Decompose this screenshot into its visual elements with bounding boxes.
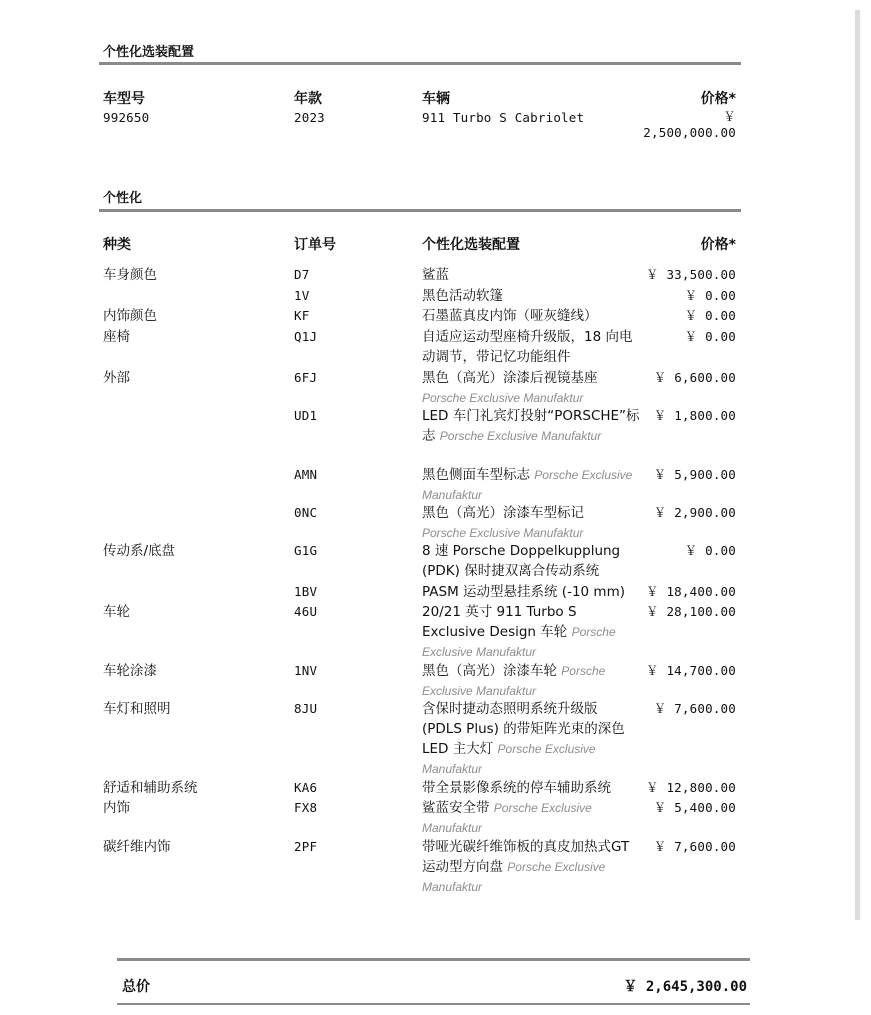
- row-option: LED 车门礼宾灯投射“PORSCHE”标志 Porsche Exclusive Manufaktur: [422, 408, 640, 444]
- model-code: 992650: [103, 110, 150, 125]
- row-option: 石墨蓝真皮内饰（哑灰缝线）: [422, 308, 598, 324]
- row-option: 自适应运动型座椅升级版，18 向电动调节，带记忆功能组件: [422, 329, 633, 365]
- col-header-vehicle: 车辆: [422, 91, 450, 107]
- section-title-personalization: 个性化: [103, 191, 143, 206]
- divider: [117, 1003, 750, 1005]
- col-header-year: 年款: [294, 91, 322, 107]
- row-option: PASM 运动型悬挂系统 (-10 mm): [422, 584, 625, 600]
- row-code: 0NC: [294, 505, 318, 520]
- row-price: ￥ 2,900.00: [653, 505, 736, 520]
- row-price: ￥ 33,500.00: [646, 267, 736, 282]
- total-band: [117, 958, 750, 1007]
- row-price: ￥ 5,400.00: [653, 800, 736, 815]
- col-header-model: 车型号: [103, 91, 145, 107]
- section-title-options: 个性化选装配置: [103, 45, 195, 60]
- row-category: 内饰: [103, 800, 130, 816]
- row-option: 黑色（高光）涂漆后视镜基座 Porsche Exclusive Manufaktur: [422, 370, 598, 405]
- row-option: 鲨蓝: [422, 267, 449, 283]
- row-code: KF: [294, 308, 310, 323]
- vehicle-name: 911 Turbo S Cabriolet: [422, 110, 585, 125]
- divider: [117, 958, 750, 961]
- row-price: ￥ 12,800.00: [646, 780, 736, 795]
- total-value: ￥ 2,645,300.00: [623, 979, 747, 995]
- col-header-order: 订单号: [294, 237, 336, 253]
- row-code: D7: [294, 267, 310, 282]
- row-price: ￥ 0.00: [684, 543, 736, 558]
- manufaktur-note: Porsche Exclusive Manufaktur: [422, 801, 592, 835]
- col-header-price: 价格*: [700, 237, 736, 253]
- manufaktur-note: Porsche Exclusive Manufaktur: [439, 429, 602, 443]
- row-category: 舒适和辅助系统: [103, 780, 198, 796]
- row-option: 黑色（高光）涂漆车型标记 Porsche Exclusive Manufaktur: [422, 505, 584, 540]
- row-code: 8JU: [294, 701, 318, 716]
- divider: [99, 209, 741, 212]
- row-price: ￥ 18,400.00: [646, 584, 736, 599]
- row-price: ￥ 7,600.00: [653, 701, 736, 716]
- row-code: FX8: [294, 800, 318, 815]
- row-price: ￥ 0.00: [684, 308, 736, 323]
- row-option: 鲨蓝安全带 Porsche Exclusive Manufaktur: [422, 800, 592, 835]
- manufaktur-note: Porsche Exclusive Manufaktur: [422, 468, 633, 502]
- manufaktur-note: Porsche Exclusive Manufaktur: [422, 625, 616, 659]
- row-option: 黑色（高光）涂漆车轮 Porsche Exclusive Manufaktur: [422, 663, 606, 698]
- manufaktur-note: Porsche Exclusive Manufaktur: [422, 664, 606, 698]
- row-category: 外部: [103, 370, 130, 386]
- row-option: 8 速 Porsche Doppelkupplung (PDK) 保时捷双离合传动系统: [422, 543, 621, 579]
- row-category: 传动系/底盘: [103, 543, 176, 559]
- row-category: 内饰颜色: [103, 308, 157, 324]
- row-price: ￥ 0.00: [684, 288, 736, 303]
- row-code: UD1: [294, 408, 318, 423]
- row-price: ￥ 0.00: [684, 329, 736, 344]
- manufaktur-note: Porsche Exclusive Manufaktur: [422, 391, 584, 405]
- row-code: Q1J: [294, 329, 318, 344]
- row-option: 20/21 英寸 911 Turbo S Exclusive Design 车轮 Porsche Exclusive Manufaktur: [422, 604, 616, 659]
- row-code: KA6: [294, 780, 318, 795]
- row-price: ￥ 14,700.00: [646, 663, 736, 678]
- row-price: ￥ 28,100.00: [646, 604, 736, 619]
- col-header-option: 个性化选装配置: [422, 237, 520, 253]
- scrollbar-track[interactable]: [855, 10, 860, 920]
- row-option: 带哑光碳纤维饰板的真皮加热式GT 运动型方向盘 Porsche Exclusive Manufaktur: [422, 839, 630, 894]
- currency-symbol: ￥: [723, 109, 736, 124]
- row-category: 车身颜色: [103, 267, 157, 283]
- row-category: 座椅: [103, 329, 130, 345]
- row-category: 车轮涂漆: [103, 663, 157, 679]
- manufaktur-note: Porsche Exclusive Manufaktur: [422, 860, 606, 894]
- row-category: 车灯和照明: [103, 701, 171, 717]
- row-code: AMN: [294, 467, 318, 482]
- row-category: 车轮: [103, 604, 130, 620]
- total-label: 总价: [122, 979, 150, 995]
- manufaktur-note: Porsche Exclusive Manufaktur: [422, 742, 596, 776]
- row-option: 黑色侧面车型标志 Porsche Exclusive Manufaktur: [422, 467, 633, 502]
- row-code: 46U: [294, 604, 318, 619]
- col-header-category: 种类: [103, 237, 131, 253]
- row-code: 6FJ: [294, 370, 318, 385]
- row-price: ￥ 7,600.00: [653, 839, 736, 854]
- row-option: 带全景影像系统的停车辅助系统: [422, 780, 611, 796]
- row-price: ￥ 6,600.00: [653, 370, 736, 385]
- row-code: 1NV: [294, 663, 318, 678]
- row-code: 1V: [294, 288, 310, 303]
- row-code: 1BV: [294, 584, 318, 599]
- manufaktur-note: Porsche Exclusive Manufaktur: [422, 526, 584, 540]
- col-header-price: 价格*: [700, 91, 736, 107]
- row-option: 黑色活动软篷: [422, 288, 503, 304]
- row-price: ￥ 5,900.00: [653, 467, 736, 482]
- divider: [99, 62, 741, 65]
- row-category: 碳纤维内饰: [103, 839, 171, 855]
- row-option: 含保时捷动态照明系统升级版 (PDLS Plus) 的带矩阵光束的深色 LED 主大灯 Porsche Exclusive Manufaktur: [422, 701, 625, 776]
- row-price: ￥ 1,800.00: [653, 408, 736, 423]
- base-price: 2,500,000.00: [643, 125, 736, 140]
- row-code: G1G: [294, 543, 318, 558]
- row-code: 2PF: [294, 839, 318, 854]
- model-year: 2023: [294, 110, 325, 125]
